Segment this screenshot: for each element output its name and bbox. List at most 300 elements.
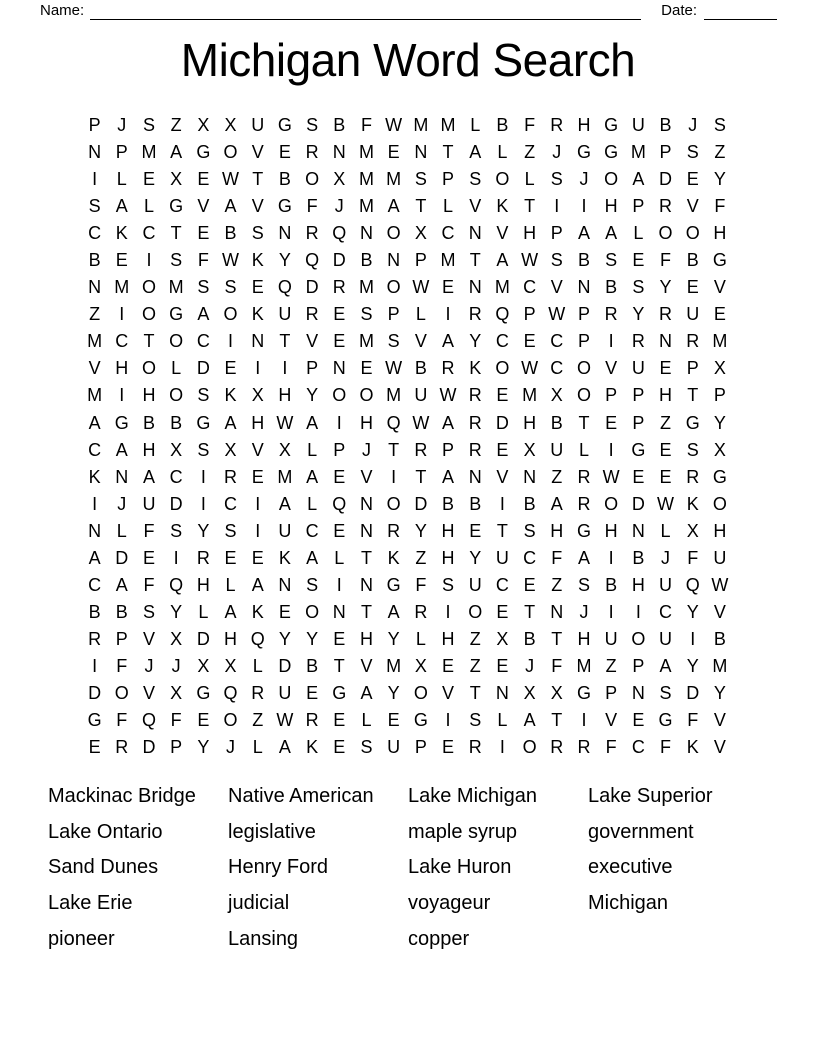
grid-letter: D: [169, 493, 183, 514]
grid-letter: P: [605, 682, 618, 703]
grid-letter: W: [521, 250, 539, 271]
grid-letter: N: [88, 277, 102, 298]
grid-letter: J: [361, 439, 371, 460]
grid-letter: C: [224, 493, 238, 514]
grid-letter: G: [277, 196, 292, 217]
grid-letter: T: [551, 710, 563, 731]
grid-letter: D: [278, 655, 292, 676]
grid-letter: O: [495, 358, 510, 379]
grid-letter: J: [525, 655, 535, 676]
grid-letter: V: [360, 655, 373, 676]
word-list-item: legislative: [228, 820, 316, 843]
grid-letter: T: [170, 223, 182, 244]
grid-letter: A: [632, 169, 645, 190]
grid-letter: X: [414, 223, 427, 244]
grid-letter: O: [386, 223, 401, 244]
header-line: [40, 2, 777, 20]
grid-letter: U: [686, 304, 700, 325]
grid-letter: S: [360, 737, 373, 758]
grid-letter: Z: [714, 142, 726, 163]
grid-row: [81, 599, 735, 626]
grid-letter: N: [577, 277, 591, 298]
grid-letter: L: [660, 520, 671, 541]
grid-letter: H: [713, 520, 727, 541]
grid-letter: N: [468, 277, 482, 298]
grid-letter: Y: [387, 682, 400, 703]
grid-letter: Q: [685, 574, 700, 595]
grid-letter: P: [442, 169, 455, 190]
grid-letter: F: [551, 655, 563, 676]
grid-letter: E: [496, 601, 509, 622]
grid-letter: P: [115, 628, 128, 649]
grid-letter: T: [360, 601, 372, 622]
grid-letter: E: [251, 466, 264, 487]
grid-letter: S: [306, 115, 319, 135]
grid-letter: Q: [141, 710, 156, 731]
grid-letter: V: [251, 439, 264, 460]
word-list-item: Lake Michigan: [408, 785, 537, 807]
grid-letter: B: [469, 493, 482, 514]
grid-letter: Q: [250, 628, 265, 649]
grid-letter: I: [581, 196, 587, 217]
grid-letter: W: [548, 304, 566, 325]
grid-letter: I: [200, 493, 206, 514]
grid-letter: D: [659, 169, 673, 190]
grid-letter: J: [144, 655, 154, 676]
grid-letter: F: [605, 737, 617, 758]
grid-letter: K: [387, 547, 400, 568]
grid-letter: K: [496, 196, 509, 217]
grid-letter: H: [224, 628, 238, 649]
grid-row: [81, 193, 735, 220]
grid-letter: N: [659, 331, 673, 352]
grid-letter: L: [497, 710, 508, 731]
grid-letter: K: [306, 737, 319, 758]
grid-letter: V: [713, 737, 726, 758]
grid-letter: B: [605, 574, 618, 595]
grid-letter: P: [306, 358, 319, 379]
grid-letter: V: [550, 277, 563, 298]
grid-letter: I: [391, 466, 397, 487]
grid-letter: M: [386, 655, 402, 676]
grid-letter: J: [661, 547, 671, 568]
grid-letter: B: [713, 628, 726, 649]
grid-letter: S: [170, 250, 183, 271]
grid-letter: B: [523, 493, 536, 514]
grid-letter: U: [414, 385, 428, 406]
grid-letter: R: [115, 737, 129, 758]
grid-letter: I: [336, 412, 342, 433]
grid-letter: E: [142, 547, 155, 568]
grid-letter: A: [142, 466, 155, 487]
grid-letter: P: [414, 250, 427, 271]
grid-letter: O: [712, 493, 727, 514]
grid-letter: V: [142, 682, 155, 703]
grid-letter: V: [713, 601, 726, 622]
grid-letter: E: [333, 710, 346, 731]
grid-letter: Y: [197, 737, 210, 758]
grid-letter: Y: [713, 169, 726, 190]
grid-letter: J: [579, 601, 589, 622]
grid-letter: R: [577, 737, 591, 758]
grid-letter: O: [604, 493, 619, 514]
grid-letter: W: [385, 115, 403, 135]
grid-letter: H: [142, 439, 156, 460]
grid-letter: H: [196, 574, 210, 595]
grid-row: [81, 572, 735, 599]
grid-letter: Y: [278, 628, 291, 649]
grid-letter: E: [224, 358, 237, 379]
grid-letter: J: [334, 196, 344, 217]
grid-letter: O: [223, 710, 238, 731]
grid-letter: V: [496, 466, 509, 487]
grid-letter: I: [608, 547, 614, 568]
grid-letter: N: [332, 142, 346, 163]
grid-letter: H: [359, 628, 373, 649]
grid-letter: U: [278, 304, 292, 325]
grid-letter: L: [198, 601, 209, 622]
word-list-item: voyageur: [408, 892, 491, 915]
grid-letter: L: [252, 655, 263, 676]
grid-letter: B: [523, 628, 536, 649]
grid-letter: S: [686, 439, 699, 460]
grid-letter: J: [579, 169, 589, 190]
grid-letter: C: [495, 331, 509, 352]
grid-letter: E: [387, 710, 400, 731]
grid-letter: R: [577, 466, 591, 487]
grid-letter: P: [605, 385, 618, 406]
grid-letter: O: [141, 358, 156, 379]
grid-letter: M: [358, 169, 374, 190]
grid-letter: X: [550, 385, 563, 406]
grid-letter: H: [631, 574, 645, 595]
grid-letter: I: [445, 601, 451, 622]
grid-letter: X: [170, 439, 183, 460]
grid-letter: Q: [305, 250, 320, 271]
grid-letter: E: [197, 223, 210, 244]
grid-letter: R: [414, 601, 428, 622]
grid-letter: M: [494, 277, 510, 298]
grid-letter: G: [576, 682, 591, 703]
grid-letter: T: [469, 682, 481, 703]
grid-letter: W: [412, 277, 430, 298]
grid-letter: N: [414, 142, 428, 163]
grid-letter: E: [278, 601, 291, 622]
grid-letter: O: [305, 601, 320, 622]
grid-letter: N: [88, 142, 102, 163]
grid-letter: B: [333, 115, 346, 135]
grid-letter: K: [686, 737, 699, 758]
grid-letter: V: [686, 196, 699, 217]
grid-letter: H: [577, 628, 591, 649]
grid-letter: A: [88, 412, 101, 433]
grid-row: [81, 139, 735, 166]
grid-letter: V: [713, 277, 726, 298]
grid-letter: A: [360, 682, 373, 703]
grid-letter: I: [255, 520, 261, 541]
grid-letter: Q: [223, 682, 238, 703]
grid-letter: I: [119, 385, 125, 406]
grid-row: [81, 274, 735, 301]
grid-letter: C: [142, 223, 156, 244]
grid-letter: X: [550, 682, 563, 703]
grid-letter: H: [142, 385, 156, 406]
grid-letter: J: [226, 737, 236, 758]
grid-letter: S: [170, 520, 183, 541]
grid-letter: Y: [632, 304, 645, 325]
grid-letter: M: [576, 655, 592, 676]
grid-letter: E: [442, 737, 455, 758]
grid-letter: S: [387, 331, 400, 352]
grid-letter: D: [196, 628, 210, 649]
grid-letter: R: [468, 737, 482, 758]
grid-letter: P: [632, 655, 645, 676]
grid-letter: M: [440, 115, 456, 135]
grid-letter: X: [224, 655, 237, 676]
grid-letter: M: [114, 277, 130, 298]
grid-letter: M: [630, 142, 646, 163]
grid-letter: I: [146, 250, 152, 271]
grid-letter: I: [92, 655, 98, 676]
grid-letter: T: [578, 412, 590, 433]
grid-letter: Y: [469, 547, 482, 568]
grid-letter: T: [415, 196, 427, 217]
grid-letter: F: [415, 574, 427, 595]
grid-letter: P: [550, 223, 563, 244]
grid-letter: Y: [170, 601, 183, 622]
grid-letter: I: [92, 493, 98, 514]
grid-row: [81, 355, 735, 382]
grid-row: [81, 626, 735, 653]
grid-letter: I: [499, 493, 505, 514]
grid-letter: A: [550, 493, 563, 514]
grid-letter: B: [632, 547, 645, 568]
grid-letter: I: [608, 331, 614, 352]
grid-letter: G: [658, 710, 673, 731]
grid-letter: J: [552, 142, 562, 163]
word-list-item: maple syrup: [408, 820, 517, 843]
grid-letter: E: [333, 737, 346, 758]
grid-letter: H: [604, 520, 618, 541]
word-list-item: copper: [408, 927, 470, 950]
grid-letter: H: [659, 385, 673, 406]
grid-letter: H: [441, 628, 455, 649]
grid-letter: Z: [551, 466, 563, 487]
word-list-item: Lake Huron: [408, 856, 512, 879]
grid-letter: O: [495, 169, 510, 190]
grid-letter: P: [523, 304, 536, 325]
grid-letter: S: [523, 520, 536, 541]
grid-letter: T: [388, 439, 400, 460]
grid-letter: V: [88, 358, 101, 379]
grid-letter: H: [523, 412, 537, 433]
grid-letter: P: [632, 385, 645, 406]
grid-letter: X: [496, 628, 509, 649]
grid-letter: T: [279, 331, 291, 352]
grid-letter: I: [445, 304, 451, 325]
grid-letter: X: [170, 169, 183, 190]
grid-letter: W: [657, 493, 675, 514]
grid-row: [81, 653, 735, 680]
grid-letter: A: [387, 196, 400, 217]
grid-letter: A: [115, 574, 128, 595]
grid-letter: N: [359, 574, 373, 595]
grid-letter: V: [360, 466, 373, 487]
grid-letter: G: [87, 710, 102, 731]
grid-letter: X: [333, 169, 346, 190]
grid-letter: S: [142, 115, 155, 135]
grid-letter: S: [605, 250, 618, 271]
grid-letter: N: [631, 520, 645, 541]
grid-letter: X: [224, 439, 237, 460]
grid-row: [81, 166, 735, 193]
grid-letter: L: [116, 520, 127, 541]
grid-letter: R: [441, 358, 455, 379]
grid-letter: Y: [306, 385, 319, 406]
grid-letter: C: [441, 223, 455, 244]
grid-letter: E: [686, 169, 699, 190]
grid-letter: X: [713, 358, 726, 379]
grid-letter: F: [116, 710, 128, 731]
grid-letter: K: [115, 223, 128, 244]
grid-letter: Y: [713, 682, 726, 703]
grid-letter: J: [117, 493, 127, 514]
grid-letter: N: [495, 682, 509, 703]
grid-row: [81, 491, 735, 518]
grid-letter: S: [197, 385, 210, 406]
grid-row: [81, 464, 735, 491]
grid-row: [81, 112, 735, 139]
grid-letter: Z: [415, 547, 427, 568]
grid-letter: O: [223, 304, 238, 325]
grid-letter: T: [496, 520, 508, 541]
grid-letter: N: [332, 358, 346, 379]
grid-letter: R: [414, 439, 428, 460]
grid-letter: K: [88, 466, 101, 487]
grid-letter: R: [387, 520, 401, 541]
grid-letter: Y: [686, 655, 699, 676]
grid-letter: M: [87, 331, 103, 352]
grid-letter: Z: [469, 655, 481, 676]
grid-letter: G: [332, 682, 347, 703]
grid-letter: N: [115, 466, 129, 487]
grid-row: [81, 301, 735, 328]
grid-letter: S: [577, 574, 590, 595]
grid-letter: M: [712, 331, 728, 352]
grid-letter: L: [524, 169, 535, 190]
grid-letter: T: [333, 655, 345, 676]
grid-letter: I: [499, 737, 505, 758]
word-list-item: Lake Ontario: [48, 820, 163, 843]
grid-letter: X: [686, 520, 699, 541]
grid-row: [81, 545, 735, 572]
grid-letter: F: [687, 710, 699, 731]
grid-letter: H: [550, 520, 564, 541]
grid-letter: N: [278, 574, 292, 595]
grid-row: [81, 247, 735, 274]
grid-letter: G: [114, 412, 129, 433]
grid-letter: F: [714, 196, 726, 217]
grid-letter: R: [468, 385, 482, 406]
grid-letter: W: [602, 466, 620, 487]
grid-letter: A: [251, 574, 264, 595]
grid-letter: A: [306, 412, 319, 433]
grid-letter: E: [632, 466, 645, 487]
grid-letter: E: [659, 466, 672, 487]
word-list-item: judicial: [228, 892, 290, 915]
grid-letter: I: [635, 601, 641, 622]
grid-letter: C: [659, 601, 673, 622]
grid-letter: O: [332, 385, 347, 406]
grid-letter: H: [604, 196, 618, 217]
grid-letter: H: [441, 547, 455, 568]
grid-letter: T: [143, 331, 155, 352]
grid-letter: L: [171, 358, 182, 379]
grid-letter: P: [659, 142, 672, 163]
grid-letter: U: [713, 547, 727, 568]
date-label: Date:: [661, 2, 697, 19]
grid-letter: T: [524, 601, 536, 622]
grid-letter: V: [142, 628, 155, 649]
grid-letter: S: [197, 277, 210, 298]
grid-letter: E: [197, 169, 210, 190]
grid-letter: C: [169, 466, 183, 487]
grid-letter: R: [196, 547, 210, 568]
grid-letter: C: [88, 223, 102, 244]
grid-letter: E: [496, 439, 509, 460]
word-list-column: [228, 779, 408, 958]
grid-letter: F: [551, 547, 563, 568]
grid-letter: V: [605, 358, 618, 379]
grid-letter: L: [361, 710, 372, 731]
grid-letter: H: [577, 115, 591, 135]
grid-letter: Z: [524, 142, 536, 163]
grid-letter: E: [88, 737, 101, 758]
grid-letter: R: [332, 277, 346, 298]
grid-letter: T: [442, 142, 454, 163]
grid-letter: A: [224, 196, 237, 217]
grid-letter: U: [631, 358, 645, 379]
grid-letter: X: [523, 439, 536, 460]
grid-letter: A: [306, 547, 319, 568]
grid-letter: E: [523, 574, 536, 595]
grid-letter: F: [143, 520, 155, 541]
word-list-item: Mackinac Bridge: [48, 785, 196, 807]
grid-letter: P: [577, 304, 590, 325]
grid-letter: V: [442, 682, 455, 703]
grid-letter: F: [143, 574, 155, 595]
grid-letter: E: [442, 655, 455, 676]
grid-letter: A: [442, 331, 455, 352]
grid-letter: E: [605, 412, 618, 433]
page-title: Michigan Word Search: [180, 34, 636, 86]
grid-letter: R: [686, 466, 700, 487]
grid-letter: E: [333, 304, 346, 325]
grid-letter: X: [251, 385, 264, 406]
grid-letter: M: [712, 655, 728, 676]
grid-letter: I: [119, 304, 125, 325]
grid-letter: G: [604, 115, 619, 135]
grid-letter: L: [307, 439, 318, 460]
grid-letter: G: [685, 412, 700, 433]
grid-letter: O: [522, 737, 537, 758]
grid-letter: S: [632, 277, 645, 298]
grid-letter: C: [305, 520, 319, 541]
grid-row: [81, 220, 735, 247]
grid-letter: E: [333, 331, 346, 352]
grid-letter: H: [523, 223, 537, 244]
grid-letter: E: [115, 250, 128, 271]
